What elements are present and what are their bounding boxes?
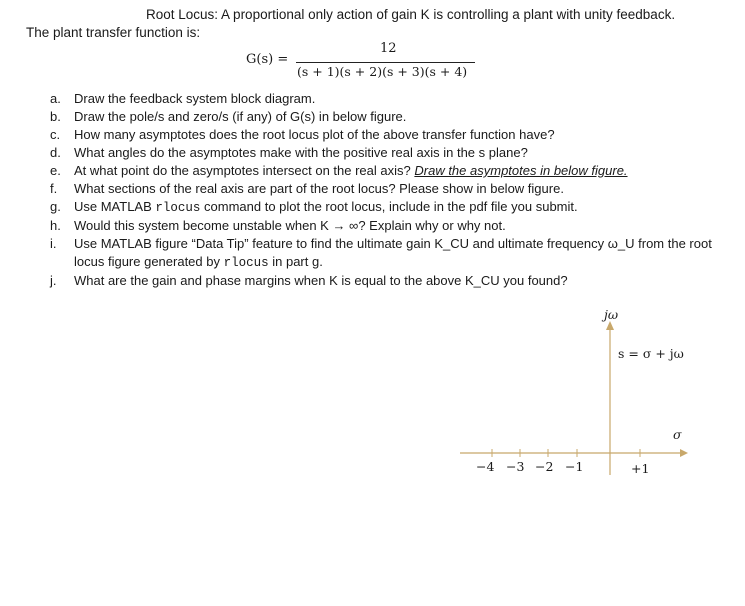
- question-e: [50, 162, 740, 180]
- question-label: b.: [50, 109, 61, 124]
- equation-lhs: G(s) =: [246, 52, 289, 67]
- fraction-bar: [296, 62, 475, 63]
- s-plane-axes: [430, 300, 730, 600]
- question-label: f.: [50, 181, 58, 196]
- question-text-post: command to plot the root locus, include in the pdf file you submit.: [200, 199, 578, 214]
- question-text: Draw the feedback system block diagram.: [74, 91, 316, 106]
- question-list: [50, 90, 740, 290]
- question-label: c.: [50, 127, 61, 142]
- question-text: What sections of the real axis are part of the root locus? Please show in below figure.: [74, 181, 564, 196]
- tick-label: −1: [565, 459, 584, 474]
- tick-label: −4: [476, 459, 495, 474]
- question-text: Draw the pole/s and zero/s (if any) of G(s) in below figure.: [74, 109, 407, 124]
- tick-label: −2: [535, 459, 554, 474]
- problem-title: Root Locus: A proportional only action of gain K is controlling a plant with unity feedback.: [146, 7, 676, 22]
- question-h: [50, 217, 740, 235]
- question-text-pre: Use MATLAB: [74, 199, 156, 214]
- question-text: What are the gain and phase margins when K is equal to the above K_CU you found?: [74, 273, 568, 288]
- question-text: Use MATLAB figure “Data Tip” feature to find the ultimate gain K_CU and ultimate frequency ω_U from the root locus figure generated by: [74, 236, 712, 269]
- question-underlined-instruction: Draw the asymptotes in below figure.: [414, 163, 628, 178]
- s-plane-figure: [430, 300, 730, 600]
- question-j: [50, 272, 740, 290]
- question-label: e.: [50, 163, 61, 178]
- question-b: [50, 108, 740, 126]
- question-f: [50, 180, 740, 198]
- question-label: h.: [50, 218, 61, 233]
- question-text: At what point do the asymptotes intersect on the real axis?: [74, 163, 411, 178]
- real-axis-label: σ: [673, 427, 682, 442]
- equation-numerator: 12: [380, 41, 397, 56]
- question-text-post: in part g.: [268, 254, 323, 269]
- question-a: [50, 90, 740, 108]
- tick-label: −3: [506, 459, 525, 474]
- question-g: [50, 198, 740, 217]
- question-label: a.: [50, 91, 61, 106]
- code-rlocus: rlocus: [223, 256, 269, 270]
- tick-label: +1: [631, 461, 650, 476]
- question-text: How many asymptotes does the root locus plot of the above transfer function have?: [74, 127, 555, 142]
- question-label: j.: [50, 273, 57, 288]
- real-axis-arrow-icon: [680, 449, 688, 457]
- question-label: g.: [50, 199, 61, 214]
- imaginary-axis-arrow-icon: [606, 321, 614, 330]
- question-d: [50, 144, 740, 162]
- question-label: i.: [50, 236, 57, 251]
- code-rlocus: rlocus: [155, 201, 201, 215]
- question-c: [50, 126, 740, 144]
- intro-text: The plant transfer function is:: [26, 25, 201, 40]
- question-i: [50, 235, 740, 272]
- imag-axis-label: jω: [604, 307, 619, 322]
- question-text: Would this system become unstable when K → ∞? Explain why or why not.: [74, 218, 506, 233]
- plane-label: s = σ + jω: [618, 346, 684, 361]
- question-text: What angles do the asymptotes make with the positive real axis in the s plane?: [74, 145, 528, 160]
- question-label: d.: [50, 145, 61, 160]
- equation-denominator: (s + 1)(s + 2)(s + 3)(s + 4): [297, 64, 468, 79]
